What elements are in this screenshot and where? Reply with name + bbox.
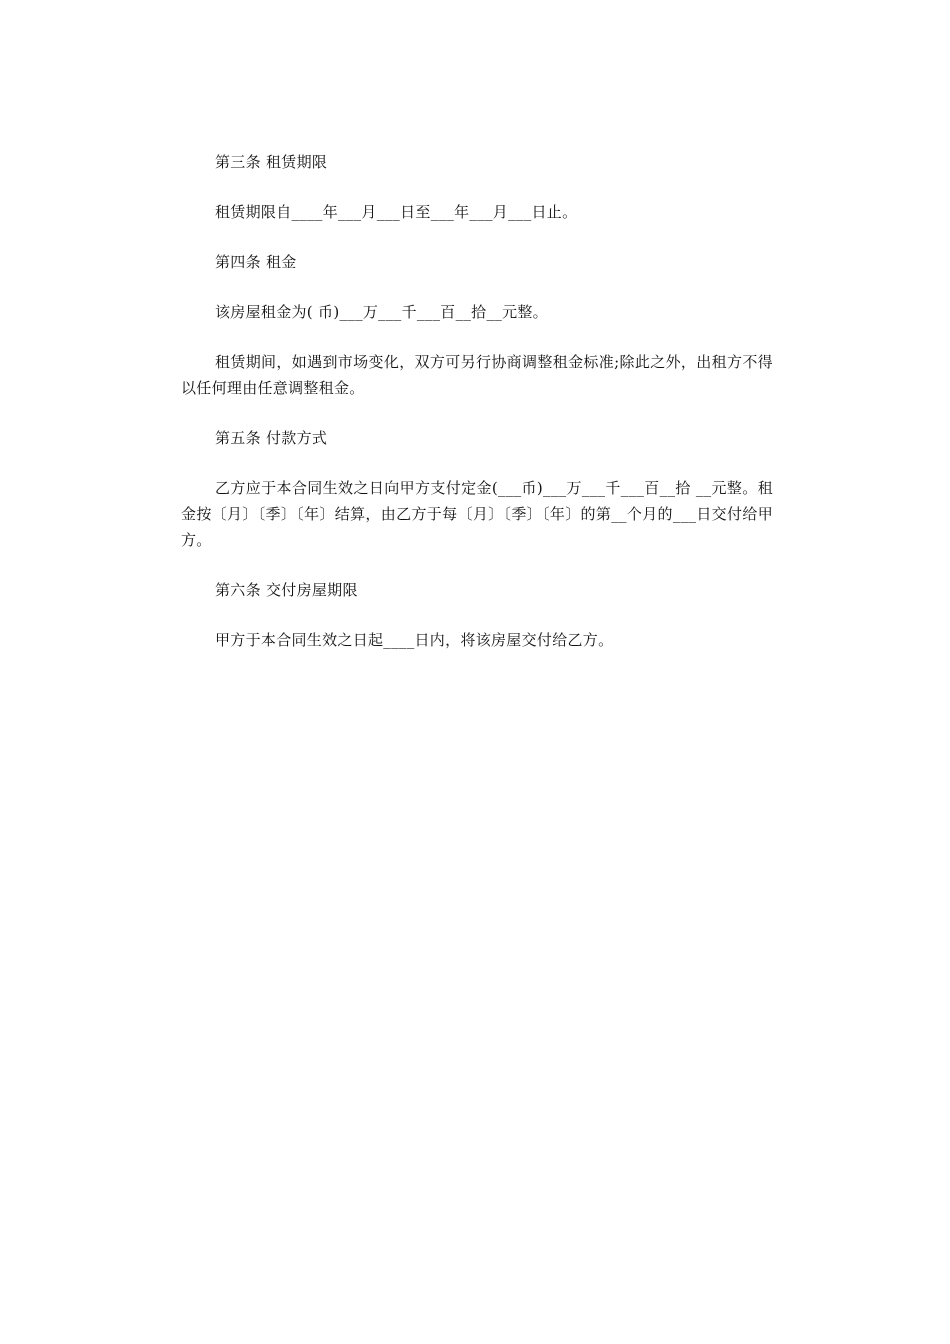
delivery-term-clause: 甲方于本合同生效之日起____日内，将该房屋交付给乙方。 xyxy=(215,631,614,649)
rent-amount-clause: 该房屋租金为( 币)___万___千___百__拾__元整。 xyxy=(215,303,548,321)
article-5-heading: 第五条 付款方式 xyxy=(215,429,328,447)
rent-adjustment-clause: 租赁期间，如遇到市场变化，双方可另行协商调整租金标准;除此之外，出租方不得以任何理由任意调整租金。 xyxy=(181,353,773,397)
article-3-heading: 第三条 租赁期限 xyxy=(215,153,328,171)
article-6-heading: 第六条 交付房屋期限 xyxy=(215,581,358,599)
document-body xyxy=(181,149,773,677)
payment-method-clause: 乙方应于本合同生效之日向甲方支付定金(___币)___万___千___百__拾 __元整。租金按〔月〕〔季〕〔年〕结算，由乙方于每〔月〕〔季〕〔年〕的第__个月的___日交付给甲方。 xyxy=(181,479,773,549)
lease-term-clause: 租赁期限自____年___月___日至___年___月___日止。 xyxy=(215,203,578,221)
article-4-heading: 第四条 租金 xyxy=(215,253,297,271)
